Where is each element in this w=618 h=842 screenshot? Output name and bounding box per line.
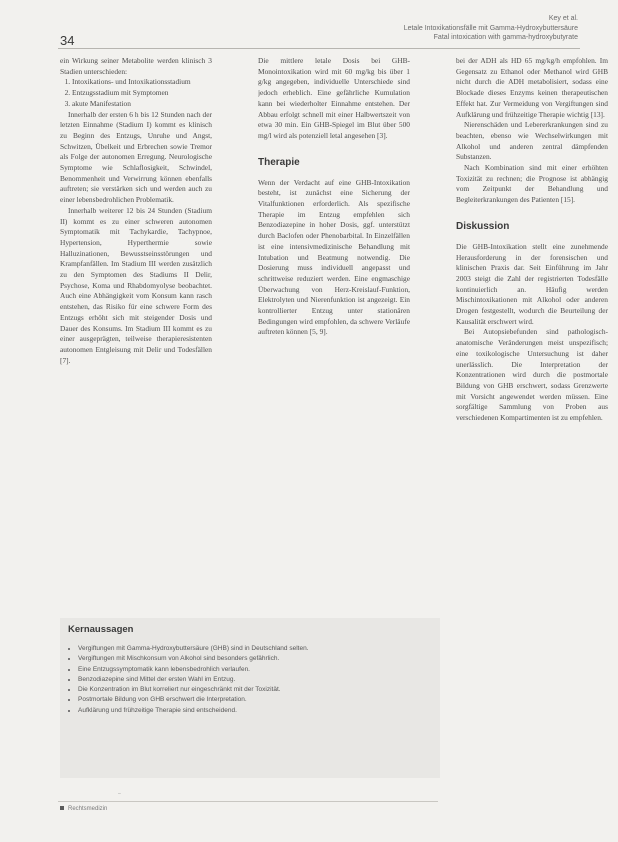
key-message-item: • Eine Entzugssymptomatik kann lebensbedrohlich verlaufen. [78,665,432,675]
stage-item: 2. Entzugsstadium mit Symptomen [72,88,212,99]
header-rule [58,48,580,49]
paragraph: Innerhalb der ersten 6 h bis 12 Stunden nach der letzten Einnahme (Stadium I) kommt es klinisch zu Beginn des Entzugs, Unruhe und Angst, Schwitzen, Übelkeit und Erbrechen sowie Tremor als Folge der autonomen Erregung. Neurologische Symptome wie Schlaflosigkeit, Schwindel, Benommenheit und Verwirrung können ebenfalls auftreten; sie verstärken sich und werden auch zu einer lebensbedrohlichen Problematik. [60,109,212,205]
key-message-item: • Aufklärung und frühzeitige Therapie sind entscheidend. [78,706,432,716]
paragraph: Bei Autopsiebefunden sind pathologisch-anatomische Veränderungen meist unspezifisch; eine toxikologische Untersuchung ist daher unerlässlich. Die Interpretation der Konzentrationen wird durch die postmortale Bildung von GHB erschwert, sodass Grenzwerte mit Vorsicht angewendet werden müssen. Eine sorgfältige Sammlung von Proben aus verschiedenen Kompartimenten ist zu empfehlen. [456,327,608,423]
paragraph: Die GHB-Intoxikation stellt eine zunehmende Herausforderung in der forensischen und klinischen Praxis dar. Seit Einführung im Jahr 2003 steigt die Zahl der registrierten Todesfälle kontinuierlich an. Häufig werden Mischintoxikationen mit Alkohol oder anderen Drogen festgestellt, wodurch die Beurteilung der Kausalität erschwert wird. [456,241,608,326]
key-message-item: • Vergiftungen mit Mischkonsum von Alkohol sind besonders gefährlich. [78,654,432,664]
section-heading-diskussion: Diskussion [456,220,510,232]
paragraph: bei der ADH als HD 65 mg/kg/h empfohlen. Im Gegensatz zu Ethanol oder Methanol wird GHB nicht durch die ADH metabolisiert, sodass eine Blockade dieses Enzyms keinen therapeutischen Effekt hat. Zur Vermeidung von Vergiftungen sind Aufklärung und frühzeitige Therapie wichtig [13]. [456,56,608,119]
paragraph: Innerhalb weiterer 12 bis 24 Stunden (Stadium II) kommt es zu einer schweren autonomen Symptomatik mit Tachykardie, Tachypnoe, Hypertension, Hyperthermie sowie Halluzinationen, Bewusstseinsstörungen und Krampfanfällen. Im Stadium III werden zusätzlich zu den Symptomen des Stadiums II Delir, Psychose, Koma und Rhabdomyolyse beobachtet. Auch eine Abhängigkeit vom Konsum kann rasch entstehen, das Risiko für eine schwere Form des Entzugs erhöht sich mit steigender Dosis und Dauer des Konsums. Im Stadium III kommt es zu einer ausgeprägten, teilweise therapieresistenten autonomen Entgleisung mit Delir und Todesfällen [7]. [60,205,212,365]
key-message-item: • Vergiftungen mit Gamma-Hydroxybuttersäure (GHB) sind in Deutschland selten. [78,644,432,654]
footer-rule [58,801,438,802]
square-bullet-icon [60,806,64,810]
footer-mark: – [118,791,121,797]
running-head-line: Key et al. [548,15,578,22]
running-head-line: Fatal intoxication with gamma-hydroxybutyrate [433,34,578,41]
footer-citation [60,806,107,812]
stage-item: 3. akute Manifestation [72,99,212,110]
text-column-3 [456,56,608,801]
running-head-line: Letale Intoxikationsfälle mit Gamma-Hydroxybuttersäure [403,24,578,32]
footer-citation-text: Rechtsmedizin [68,806,108,812]
key-message-item: • Benzodiazepine sind Mittel der ersten Wahl im Entzug. [78,675,432,685]
text-column-1 [60,56,212,591]
paragraph: Die mittlere letale Dosis bei GHB-Monointoxikation wird mit 60 mg/kg bis über 1 g/kg angegeben, individuelle Unterschiede sind jedoch erheblich. Eine gefährliche Kumulation kann bei wiederholter Einnahme entstehen. Der Abbau erfolgt schnell mit einer Halbwertszeit von etwa 30 min. Ein GHB-Spiegel im Blut über 500 mg/l wird als potenziell letal angesehen [3]. [258,56,410,140]
key-messages-box [60,618,440,778]
paragraph: Nach Kombination sind mit einer erhöhten Toxizität zu rechnen; die Prognose ist abhängig vom Zeitpunkt der Behandlung und Begleiterkrankungen des Patienten [15]. [456,163,608,205]
stage-item: 1. Intoxikations- und Intoxikationsstadium [72,77,212,88]
paragraph: Wenn der Verdacht auf eine GHB-Intoxikation besteht, ist zunächst eine Sicherung der Vitalfunktionen erforderlich. Als spezifische Therapie im Entzug empfehlen sich Benzodiazepine in hoher Dosis, ggf. unterstützt durch Baclofen oder Phenobarbital. In Einzelfällen ist eine intensivmedizinische Behandlung mit Intubation und Beatmung notwendig. Die Dosierung muss individuell angepasst und schrittweise reduziert werden. Eine engmaschige Überwachung von Herz-Kreislauf-Funktion, Elektrolyten und Nierenfunktion ist angezeigt. Ein kontrollierter Entzug unter stationären Bedingungen wird empfohlen, da schwere Verläufe auftreten können [5, 9]. [258,177,410,337]
section-heading-therapie: Therapie [258,156,300,168]
paragraph: Nierenschäden und Lebererkrankungen sind zu beachten, ebenso wie Wechselwirkungen mit Alkohol und anderen zentral dämpfenden Substanzen. [456,120,608,162]
running-head [278,14,578,43]
page-number: 34 [60,33,75,48]
key-message-item: • Postmortale Bildung von GHB erschwert die Interpretation. [78,695,432,705]
key-message-item: • Die Konzentration im Blut korreliert nur eingeschränkt mit der Toxizität. [78,685,432,695]
text-column-2 [258,56,410,591]
paragraph: ein Wirkung seiner Metabolite werden klinisch 3 Stadien unterschieden: [60,56,212,76]
key-messages-list [68,644,432,716]
box-title: Kernaussagen [68,624,134,635]
stage-list [60,77,212,109]
